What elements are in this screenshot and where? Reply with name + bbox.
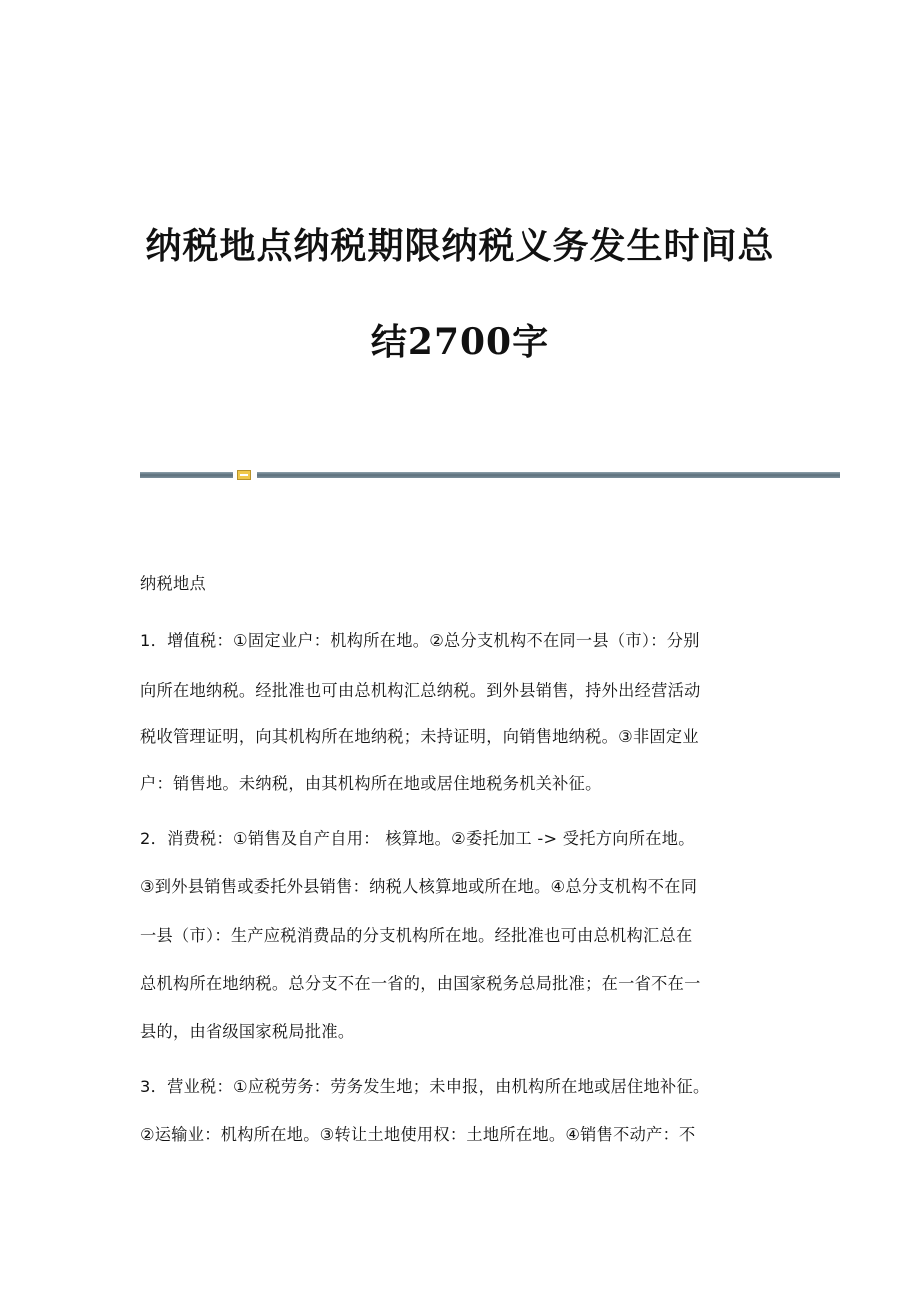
title-divider: [140, 470, 840, 480]
section-heading: 纳税地点: [140, 574, 206, 593]
paragraph-3-line-2: ②运输业：机构所在地。③转让土地使用权：土地所在地。④销售不动产：不: [140, 1125, 696, 1144]
paragraph-1-line-3: 税收管理证明，向其机构所在地纳税；未持证明，向销售地纳税。③非固定业: [140, 727, 699, 746]
envelope-icon: [237, 470, 251, 480]
paragraph-2-line-2: ③到外县销售或委托外县销售：纳税人核算地或所在地。④总分支机构不在同: [140, 877, 698, 896]
divider-bar-right: [257, 472, 840, 478]
document-title-line-2: 结2700字: [370, 321, 550, 363]
paragraph-1-line-4: 户：销售地。未纳税，由其机构所在地或居住地税务机关补征。: [140, 774, 602, 793]
divider-bar-left: [140, 472, 233, 478]
document-title-line-1: 纳税地点纳税期限纳税义务发生时间总: [145, 225, 775, 267]
paragraph-2-line-3: 一县（市）：生产应税消费品的分支机构所在地。经批准也可由总机构汇总在: [140, 926, 693, 945]
paragraph-3-line-1: 3．营业税：①应税劳务：劳务发生地；未申报，由机构所在地或居住地补征。: [140, 1077, 710, 1096]
paragraph-2-line-4: 总机构所在地纳税。总分支不在一省的，由国家税务总局批准；在一省不在一: [140, 974, 701, 993]
paragraph-2-line-5: 县的，由省级国家税局批准。: [140, 1022, 355, 1041]
paragraph-1-line-1: 1．增值税：①固定业户：机构所在地。②总分支机构不在同一县（市）：分别: [140, 631, 700, 650]
paragraph-2-line-1: 2．消费税：①销售及自产自用： 核算地。②委托加工 -> 受托方向所在地。: [140, 829, 695, 848]
paragraph-1-line-2: 向所在地纳税。经批准也可由总机构汇总纳税。到外县销售，持外出经营活动: [140, 681, 701, 700]
